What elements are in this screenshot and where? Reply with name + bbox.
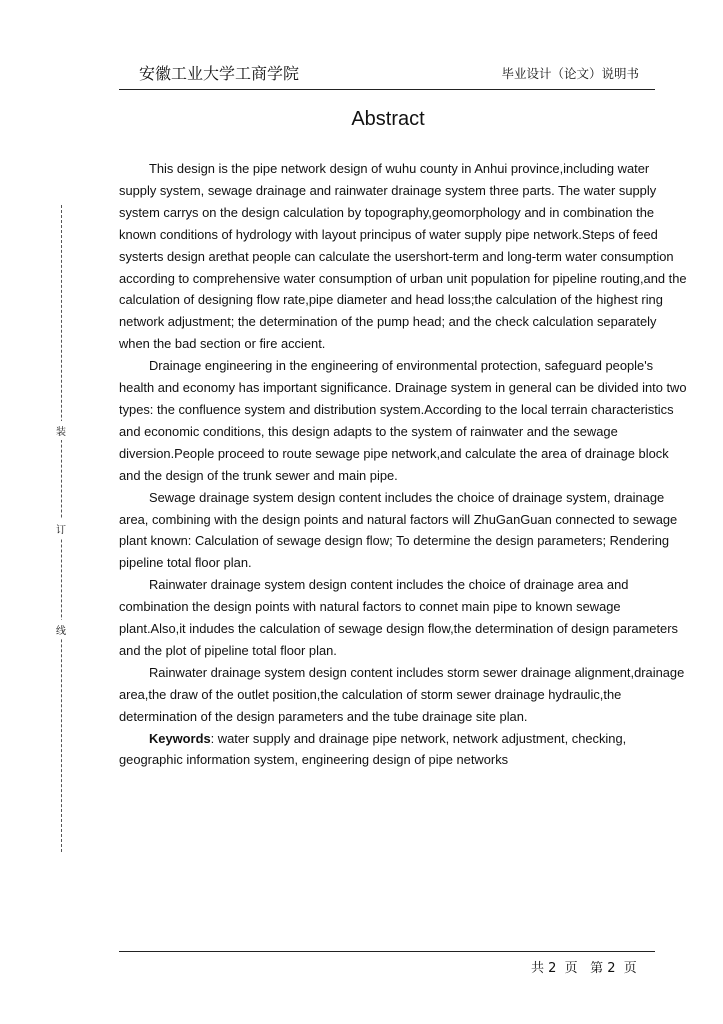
header-rule: [119, 89, 655, 90]
page-counter: 共 2 页 第 2 页: [531, 961, 637, 976]
binding-char-zhuang: 装: [56, 421, 66, 440]
page-header-doc-type: 毕业设计（论文）说明书: [501, 66, 639, 81]
keywords-paragraph: [119, 728, 689, 772]
page-title: Abstract: [351, 108, 425, 130]
keywords-label: Keywords: [149, 730, 211, 746]
paragraph-4: Rainwater drainage system design content includes the choice of drainage area and combination the design points with natural factors to connet main pipe to known sewage plant.Also,it indudes the calculation of sewage design flow,the determination of design parameters and the plot of pipeline total floor plan.: [119, 577, 678, 658]
keywords-text: : water supply and drainage pipe network, network adjustment, checking, geographic information system, engineering design of pipe networks: [119, 730, 627, 768]
paragraph-5: Rainwater drainage system design content includes storm sewer drainage alignment,drainage area,the draw of the outlet position,the calculation of storm sewer drainage hydraulic,the determination of the design parameters and the tube drainage site plan.: [119, 664, 685, 724]
page-header-school: 安徽工业大学工商学院: [139, 64, 300, 83]
paragraph-1: This design is the pipe network design of wuhu county in Anhui province,including water supply system, sewage drainage and rainwater drainage system three parts. The water supply system carrys on the design calculation by topography,geomorphology and in combination the known conditions of hydrology with layout principus of water supply pipe network.Steps of feed systerts design arethat people can calculate the usershort-term and long-term water consumption according to comprehensive water consumption of urban unit population for pipeline routing,and the calculation of designing flow rate,pipe diameter and head loss;the calculation of the highest ring network adjustment; the determination of the pump head; and the check calculation separately when the bad section or fire accient.: [119, 161, 687, 352]
binding-char-ding: 订: [56, 519, 66, 538]
paragraph-3: Sewage drainage system design content includes the choice of drainage system, drainage area, combining with the design points and natural factors will ZhuGanGuan connected to sewage plant known: Calculation of sewage design flow; To determine the design parameters; Rendering pipeline total floor plan.: [119, 489, 678, 571]
paragraph-2: Drainage engineering in the engineering of environmental protection, safeguard people's health and economy has important significance. Drainage system in general can be divided into two types: the confluence system and distribution system.According to the local terrain characteristics and economic conditions, this design adapts to the system of rainwater and the sewage diversion.People proceed to route sewage pipe network,and calculate the area of drainage block and the design of the trunk sewer and main pipe.: [119, 358, 687, 483]
footer-rule: [119, 951, 655, 952]
abstract-body: [119, 158, 689, 771]
binding-char-xian: 线: [56, 620, 66, 639]
